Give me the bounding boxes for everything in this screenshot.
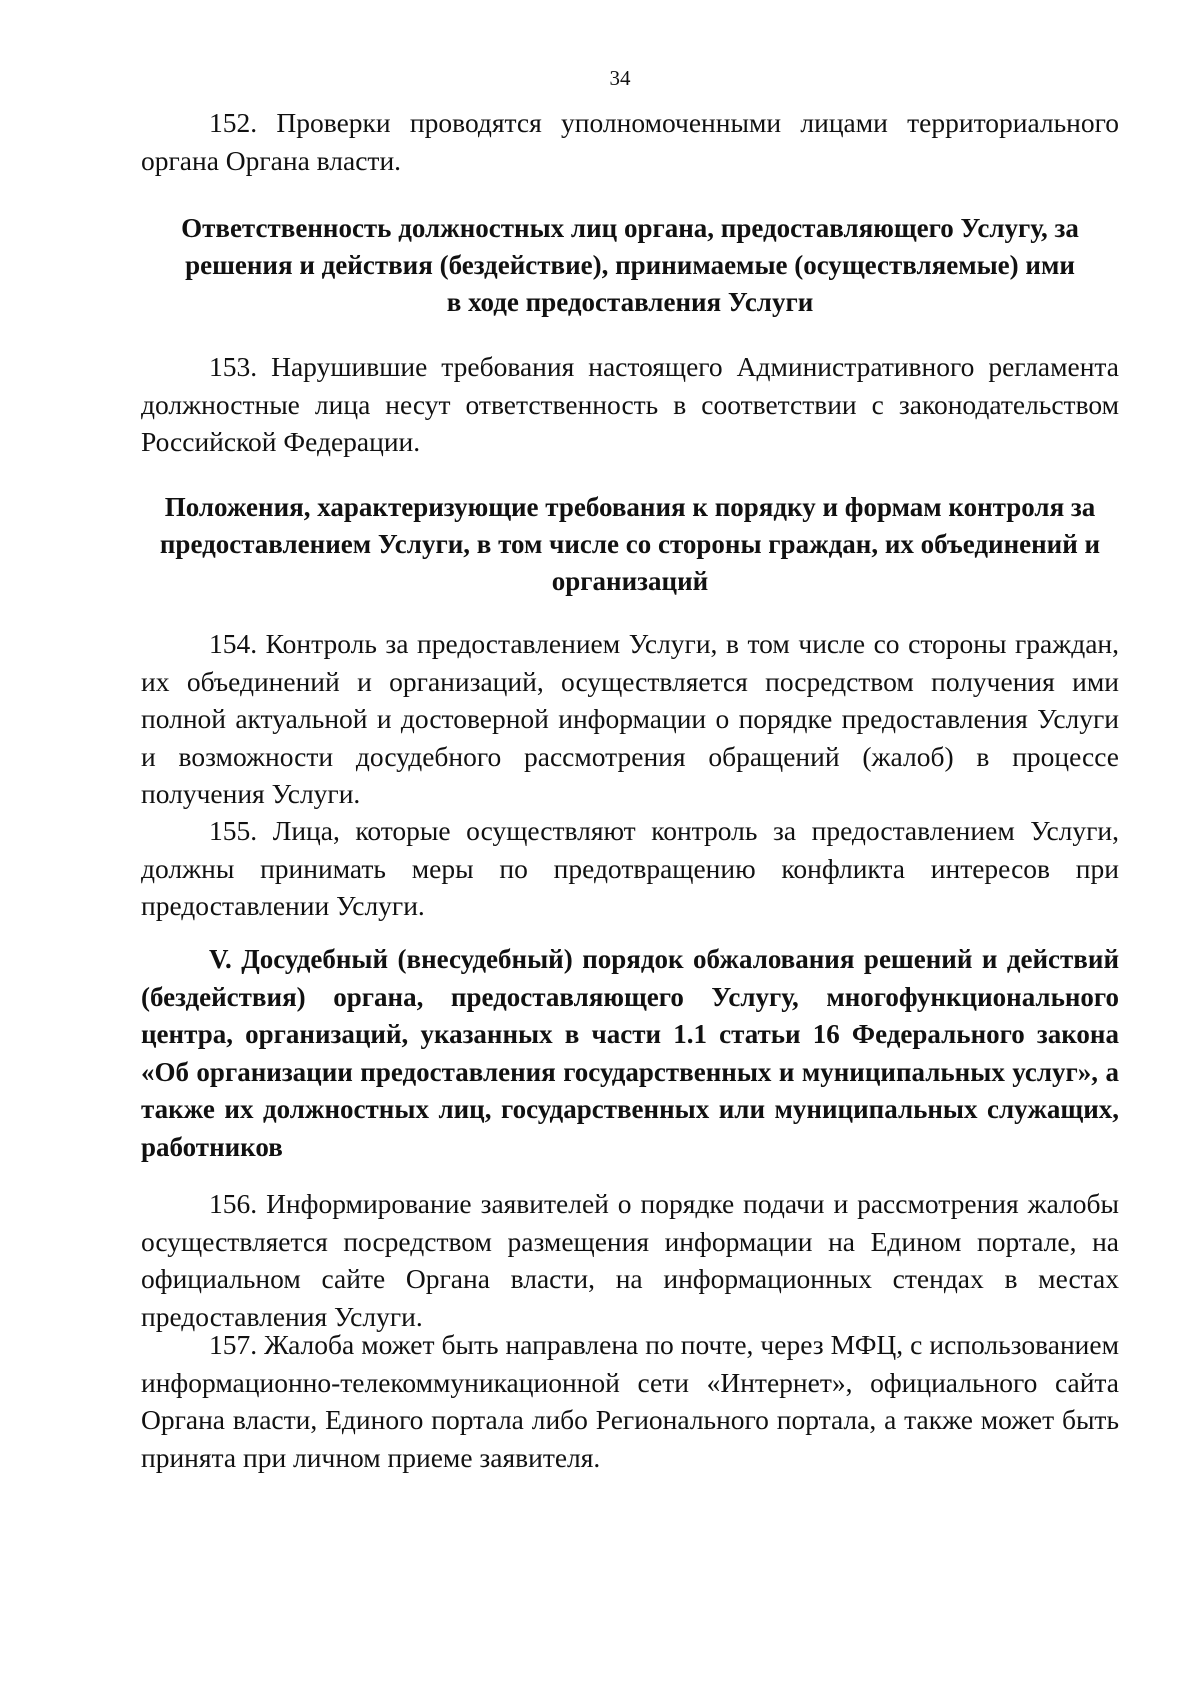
paragraph-text: 156. Информирование заявителей о порядке подачи и рассмотрения жалобы осуществляется посредством размещения информации на Едином портале, на официальном сайте Органа власти, на информационных стендах в местах предоставления Услуги. <box>141 1188 1119 1332</box>
heading-section-v <box>141 941 1119 1166</box>
paragraph-text: 152. Проверки проводятся уполномоченными лицами территориального органа Органа власти. <box>141 107 1119 176</box>
paragraph-text: 153. Нарушившие требования настоящего Административного регламента должностные лица несут ответственность в соответствии с законодательством Российской Федерации. <box>141 351 1119 457</box>
paragraph-153 <box>141 348 1119 461</box>
paragraph-156 <box>141 1185 1119 1335</box>
heading-control <box>141 489 1119 600</box>
paragraph-152 <box>141 104 1119 179</box>
paragraph-text: 154. Контроль за предоставлением Услуги, в том числе со стороны граждан, их объединений и организаций, осуществляется посредством получения ими полной актуальной и достоверной информации о порядке предоставления Услуги и возможности досудебного рассмотрения обращений (жалоб) в процессе получения Услуги. <box>141 628 1119 809</box>
heading-responsibility <box>180 210 1080 321</box>
section-heading: Положения, характеризующие требования к порядку и формам контроля за предоставлением Услуги, в том числе со стороны граждан, их объединений и организаций <box>159 492 1101 596</box>
paragraph-text: 157. Жалоба может быть направлена по почте, через МФЦ, с использованием информационно-телекоммуникационной сети «Интернет», официального сайта Органа власти, Единого портала либо Регионального портала, а также может быть принята при личном приеме заявителя. <box>141 1329 1119 1473</box>
section-heading: Ответственность должностных лиц органа, предоставляющего Услугу, за решения и действия (бездействие), принимаемые (осуществляемые) ими в ходе предоставления Услуги <box>181 213 1079 317</box>
chapter-heading: V. Досудебный (внесудебный) порядок обжалования решений и действий (бездействия) органа, предоставляющего Услугу, многофункционального центра, организаций, указанных в части 1.1 статьи 16 Федерального закона «Об организации предоставления государственных и муниципальных услуг», а также их должностных лиц, государственных или муниципальных служащих, работников <box>141 944 1119 1162</box>
paragraph-157 <box>141 1326 1119 1476</box>
paragraph-text: 155. Лица, которые осуществляют контроль за предоставлением Услуги, должны принимать меры по предотвращению конфликта интересов при предоставлении Услуги. <box>141 815 1119 921</box>
page-number: 34 <box>609 66 631 90</box>
paragraph-155 <box>141 812 1119 925</box>
paragraph-154 <box>141 625 1119 813</box>
